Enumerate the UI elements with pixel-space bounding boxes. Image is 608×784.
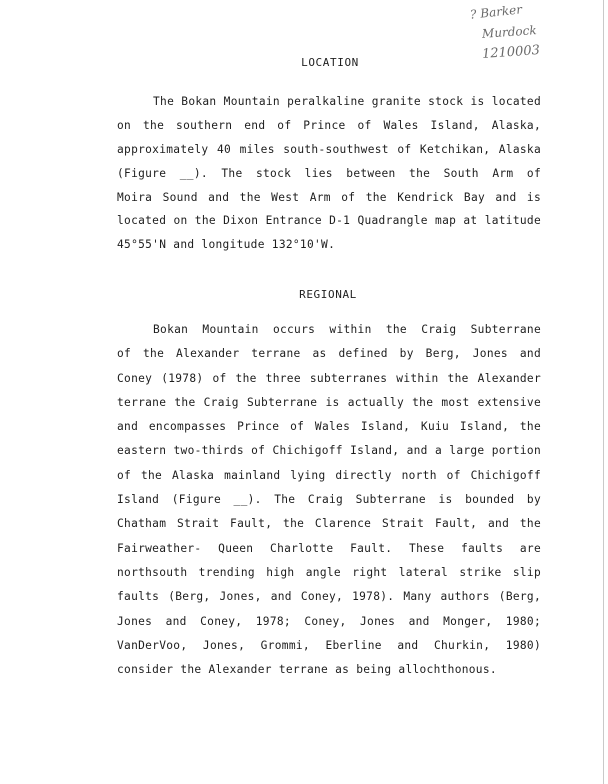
paragraph-line: Island (Figure __). The Craig Subterrane is bounded by (117, 493, 541, 507)
section-heading-location: LOCATION (301, 56, 359, 69)
paragraph-line: approximately 40 miles south-southwest of Ketchikan, Alaska (117, 142, 541, 156)
paragraph-line: 45°55'N and longitude 132°10'W. (117, 238, 336, 252)
paragraph-line: northsouth trending high angle right lateral strike slip (117, 565, 541, 579)
handwritten-annotation-name-1: ? Barker (469, 2, 523, 22)
handwritten-annotation-name-2: Murdock (481, 23, 538, 41)
paragraph-line: Coney (1978) of the three subterranes within the Alexander (117, 371, 541, 385)
location-paragraph (117, 90, 541, 257)
paragraph-line: located on the Dixon Entrance D-1 Quadrangle map at latitude (117, 214, 541, 228)
paragraph-line: Fairweather- Queen Charlotte Fault. These faults are (117, 541, 541, 555)
paragraph-line: eastern two-thirds of Chichigoff Island, and a large portion (117, 444, 541, 458)
paragraph-line: and encompasses Prince of Wales Island, Kuiu Island, the (117, 420, 541, 434)
paragraph-line: Chatham Strait Fault, the Clarence Strait Fault, and the (117, 517, 541, 531)
paragraph-line: The Bokan Mountain peralkaline granite stock is located (153, 95, 541, 108)
section-heading-regional: REGIONAL (299, 288, 357, 301)
paragraph-line: Moira Sound and the West Arm of the Kendrick Bay and is (117, 190, 541, 204)
paragraph-line: faults (Berg, Jones, and Coney, 1978). Many authors (Berg, (117, 590, 541, 604)
paragraph-line: of the Alaska mainland lying directly north of Chichigoff (117, 468, 541, 482)
paragraph-line: consider the Alexander terrane as being allochthonous. (117, 663, 497, 677)
paragraph-line: terrane the Craig Subterrane is actually the most extensive (117, 395, 541, 409)
paragraph-line: on the southern end of Prince of Wales Island, Alaska, (117, 118, 541, 132)
paragraph-line: of the Alexander terrane as defined by Berg, Jones and (117, 347, 541, 361)
regional-paragraph (117, 318, 541, 682)
paragraph-line: Bokan Mountain occurs within the Craig Subterrane (153, 323, 541, 336)
paragraph-line: (Figure __). The stock lies between the South Arm of (117, 166, 541, 180)
paragraph-line: Jones and Coney, 1978; Coney, Jones and Monger, 1980; (117, 614, 541, 628)
handwritten-annotation-number: 1210003 (481, 42, 541, 63)
paragraph-line: VanDerVoo, Jones, Grommi, Eberline and Churkin, 1980) (117, 638, 541, 652)
page-edge-line (603, 0, 604, 784)
